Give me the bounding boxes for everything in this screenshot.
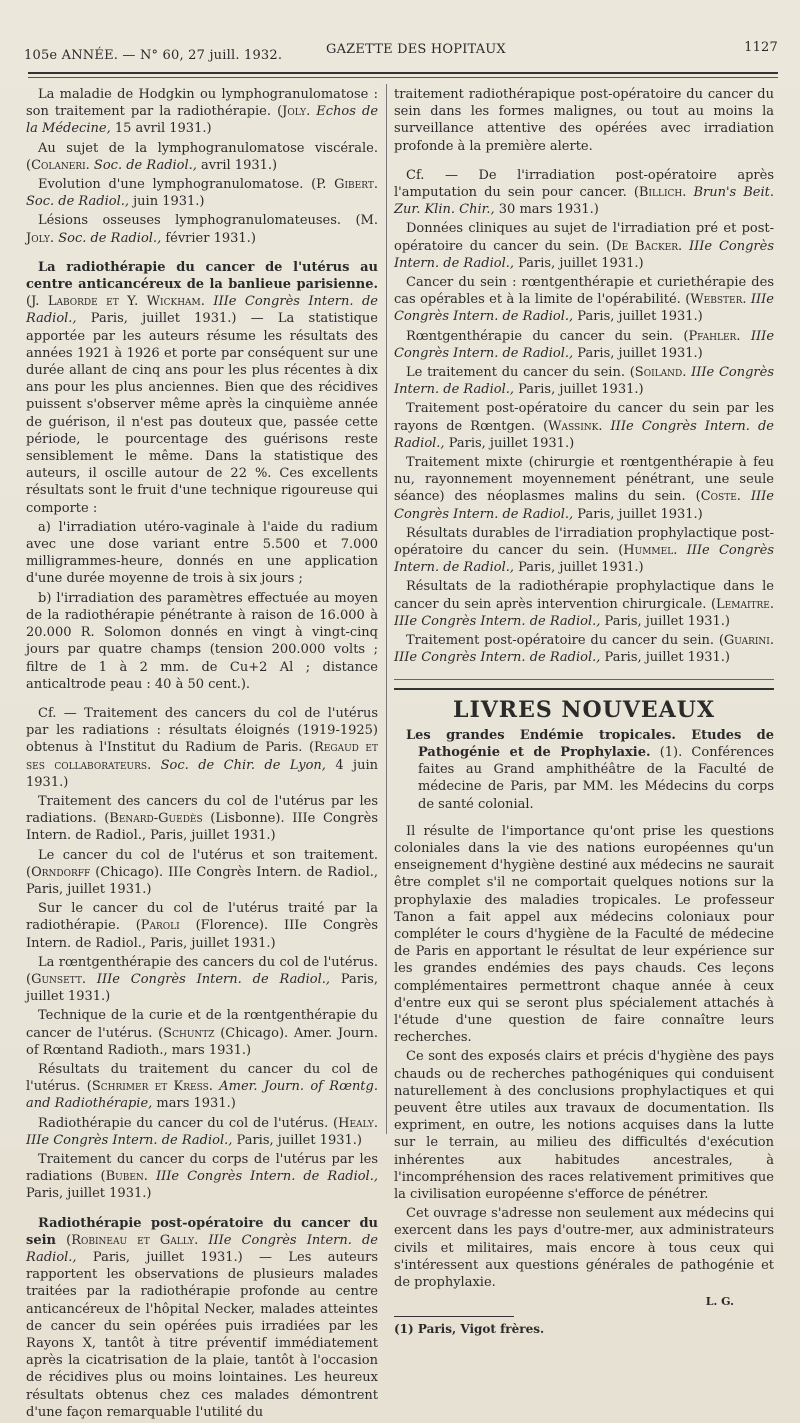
reference-entry <box>26 793 378 845</box>
entry-text: a) l'irradiation utéro-vaginale à l'aide du radium avec une dose variant entre 5.500 et 7.000 milligrammes-heure, donnés en une application d'une durée moyenne de trois à six jours ; <box>26 519 378 587</box>
book-entry <box>394 727 774 813</box>
review-signature: L. G. <box>705 1295 734 1309</box>
entry-text: Traitement du cancer du corps de l'utérus par les radiations ( <box>26 1151 378 1185</box>
entry-author: Buben. <box>105 1169 148 1185</box>
entry-author: Colaneri. <box>31 157 90 173</box>
entry-date: Paris, juillet 1931.) <box>573 506 703 522</box>
entry-date: (Chicago). Amer. Journ. of Rœntand Radioth., mars 1931.) <box>26 1025 378 1058</box>
review-paragraph: Ce sont des exposés clairs et précis d'hygiène des pays chauds ou de recherches pathogéniques qui conduisent naturellement à des conclusions prophylactiques et qui peuvent être utiles aux travaux de documentation. Ils expriment, en outre, les notions acquises dans la lutte sur le terrain, au milieu des difficultés d'exécution inhérentes aux habitudes ancestrales, à l'incompréhension des races relativement primitives que la civilisation européenne s'efforce de pénétrer. <box>394 1049 774 1202</box>
section-rule-thick <box>394 688 774 690</box>
entry-source: IIIe Congrès Intern. de Radiol., <box>147 1169 378 1185</box>
entry-source: IIIe Congrès Intern. de Radiol., <box>26 1232 378 1265</box>
column-divider <box>386 84 387 1134</box>
entry-text: Rœntgenthérapie du cancer du sein. ( <box>406 328 689 344</box>
left-column <box>26 86 378 1423</box>
footnote-rule <box>394 1316 514 1317</box>
entry-source: Amer. Journ. of Rœntg. and Radiothérapie, <box>26 1079 378 1112</box>
entry-source: Soc. de Radiol., <box>89 157 197 173</box>
reference-entry <box>26 176 378 210</box>
entry-date: (Lisbonne). IIIe Congrès Intern. de Radiol., Paris, juillet 1931.) <box>26 811 378 844</box>
entry-author: Wassink. <box>548 418 603 434</box>
entry-author: De Backer. <box>611 238 683 254</box>
entry-author: Joly. <box>282 104 311 120</box>
reference-entry <box>394 578 774 630</box>
entry-text: ( <box>55 1232 72 1248</box>
entry-date: Paris, juillet 1931.) <box>514 382 644 398</box>
entry-author: Benard-Guedès <box>109 811 203 827</box>
reference-entry <box>26 590 378 693</box>
entry-source: IIIe Congrès Intern. de Radiol., <box>394 238 774 271</box>
entry-author: Orndorff <box>31 864 91 880</box>
entry-source: IIIe Congrès Intern. de Radiol., <box>85 971 331 987</box>
entry-author: Soiland. <box>634 365 687 381</box>
entry-author: Schuntz <box>163 1025 215 1041</box>
entry-date: 30 mars 1931.) <box>494 202 599 218</box>
section-title: LIVRES NOUVEAUX <box>452 696 716 723</box>
entry-author: Billich. <box>638 185 687 201</box>
entry-author: Lemaitre. <box>716 596 774 612</box>
section-rule <box>394 679 774 680</box>
entry-text: Technique de la curie et de la rœntgenthérapie du cancer de l'utérus. ( <box>26 1008 378 1041</box>
entry-source: Soc. de Radiol., <box>54 230 162 246</box>
entry-author: Laborde et Y. Wickham. <box>47 294 205 310</box>
entry-date: Paris, juillet 1931.) <box>26 1186 152 1202</box>
reference-entry <box>26 1215 378 1421</box>
reference-entry <box>394 525 774 577</box>
entry-text: Traitement mixte (chirurgie et rœntgenthérapie à feu nu, rayonnement moyennement pénétrant, une seule séance) des néoplasmes malins du sein. ( <box>394 455 774 505</box>
entry-text: Evolution d'une lymphogranulomatose. (P. <box>38 177 335 193</box>
entry-source: IIIe Congrès Intern. de Radiol., <box>394 418 774 451</box>
entry-date: Paris, juillet 1931.) <box>232 1132 362 1148</box>
entry-text: Lésions osseuses lymphogranulomateuses. (M. <box>38 213 378 229</box>
journal-title: GAZETTE DES HOPITAUX <box>326 42 506 57</box>
entry-date: Paris, juillet 1931.) <box>573 309 703 325</box>
book-description: Conférences faites au Grand amphithéâtre de la Faculté de médecine de Paris, par MM. les Médecins du corps de santé colonial. <box>418 744 774 812</box>
entry-text: Résultats du traitement du cancer du col de l'utérus. ( <box>26 1061 378 1095</box>
entry-author: Schrimer et Kress. <box>91 1079 213 1095</box>
book-note-ref: (1). <box>650 744 692 760</box>
entry-text: traitement radiothérapique post-opératoire du cancer du sein dans les formes malignes, ou tout au moins la surveillance attentive des opérées avec irradiation profonde à la première alerte. <box>394 87 774 154</box>
entry-author: Robineau et Gally. <box>71 1232 199 1248</box>
reference-entry <box>26 1151 378 1203</box>
entry-source: Soc. de Radiol., <box>26 194 129 210</box>
entry-heading: La radiothérapie du cancer de l'utérus au centre anticancéreux de la banlieue parisienne. <box>26 259 378 293</box>
entry-heading: Radiothérapie post-opératoire du cancer du sein <box>26 1215 378 1248</box>
entry-date: Paris, juillet 1931.) <box>514 560 644 576</box>
entry-date: Paris, juillet 1931.) <box>600 613 730 629</box>
entry-text: La rœntgenthérapie des cancers du col de l'utérus. ( <box>26 954 378 987</box>
entry-date: mars 1931.) <box>152 1096 236 1112</box>
reference-entry <box>394 167 774 219</box>
entry-source: Brun's Beit. Zur. Klin. Chir., <box>394 185 774 218</box>
reference-entry <box>26 847 378 899</box>
reference-entry <box>26 900 378 952</box>
entry-date: Paris, juillet 1931.) <box>573 345 703 361</box>
entry-text: La maladie de Hodgkin ou lymphogranulomatose : son traitement par la radiothérapie. ( <box>26 87 378 120</box>
entry-source: IIIe Congrès Intern. de Radiol., <box>394 365 774 398</box>
entry-date: Paris, juillet 1931.) <box>444 435 575 451</box>
entry-source: IIIe Congrès Intern. de Radiol., <box>394 489 775 522</box>
entry-source: Echos de la Médecine, <box>26 104 379 137</box>
book-review <box>394 823 774 1291</box>
reference-entry <box>26 140 378 174</box>
reference-entry <box>26 212 378 246</box>
reference-entry <box>26 259 378 517</box>
right-column-entries <box>394 86 774 667</box>
header-rule-thin <box>28 77 778 78</box>
reference-entry <box>26 954 378 1006</box>
entry-text: Au sujet de la lymphogranulomatose viscérale. ( <box>26 140 378 173</box>
reference-entry <box>26 1061 378 1113</box>
reference-entry <box>394 274 774 326</box>
header-rule <box>28 72 778 74</box>
reference-entry <box>394 328 774 362</box>
entry-date: 4 juin 1931.) <box>26 757 378 790</box>
entry-source: IIIe Congrès Intern. de Radiol., <box>26 294 378 327</box>
review-paragraph: Il résulte de l'importance qu'ont prise les questions coloniales dans la vie des nations européennes qu'un enseignement d'hygiène destiné aux médecins ne saurait être complet s'il ne comportait quelques notions sur la prophylaxie des maladies tropicales. Le professeur Tanon a fait appel aux médecins coloniaux pour compléter le cours d'hygiène de la Faculté de médecine de Paris en apportant le résultat de leur expérience sur les grandes endémies des pays chauds. Ces leçons complémentaires permettront chaque année à ceux d'entre eux qui se seront plus spécialement attachés à l'étude d'une question de faire connaître leurs recherches. <box>394 823 774 1046</box>
entry-source: IIIe Congrès Intern. de Radiol., <box>394 292 774 325</box>
entry-author: Pfahler. <box>688 328 741 344</box>
entry-date: avril 1931.) <box>196 157 278 173</box>
entry-date: Paris, juillet 1931.) <box>26 971 378 1005</box>
entry-source: IIIe Congrès Intern. de Radiol., <box>394 650 601 666</box>
reference-entry <box>394 86 774 155</box>
entry-text: Traitement post-opératoire du cancer du sein. ( <box>406 633 724 649</box>
entry-source: IIIe Congrès Intern. de Radiol., <box>394 543 774 576</box>
entry-author: Gibert. <box>334 177 378 193</box>
reference-entry <box>394 454 774 523</box>
entry-source: Soc. de Chir. de Lyon, <box>151 757 326 773</box>
book-title: Les grandes Endémie tropicales. Etudes de Pathogénie et de Prophylaxie. <box>406 727 774 760</box>
entry-author: Webster. <box>690 292 747 308</box>
reference-entry <box>26 1115 378 1149</box>
reference-entry <box>394 400 774 452</box>
entry-date: 15 avril 1931.) <box>110 121 212 137</box>
entry-author: Guarini. <box>723 633 774 649</box>
entry-text: Résultats durables de l'irradiation prophylactique post-opératoire du cancer du sein. ( <box>394 525 774 559</box>
review-paragraph: Cet ouvrage s'adresse non seulement aux médecins qui exercent dans les pays d'outre-mer, aux administrateurs civils et militaires, mais encore à tous ceux qui s'intéressent aux questions générales de pathogénie et de prophylaxie. <box>394 1206 774 1290</box>
issue-info: 105e ANNÉE. — N° 60, 27 juill. 1932. <box>24 48 283 63</box>
entry-text: Le traitement du cancer du sein. ( <box>406 365 635 381</box>
entry-date: Paris, juillet 1931.) — La statistique apportée par les auteurs résume les résultats des années 1921 à 1926 et porte par conséquent sur une durée allant de cinq ans pour les plus récentes à dix ans pour les plus anciennes. Bien que des récidives puissent s'observer même après la cinquième année de guérison, il n'est pas douteux que, passée cette période, le pourcentage des guérisons reste sensiblement le même. Dans la statistique des auteurs, il oscille autour de 22 %. Ces excellents résultats sont le fruit d'une technique rigoureuse qui comporte : <box>26 311 378 516</box>
entry-source: IIIe Congrès Intern. de Radiol., <box>26 1132 233 1148</box>
entry-text: Traitement des cancers du col de l'utérus par les radiations. ( <box>26 793 378 827</box>
entry-text: Traitement post-opératoire du cancer du sein par les rayons de Rœntgen. ( <box>394 401 774 434</box>
page-number: 1127 <box>744 40 778 55</box>
entry-text: Cancer du sein : rœntgenthérapie et curiethérapie des cas opérables et à la limite de l'opérabilité. ( <box>394 275 774 308</box>
entry-text: (J. <box>26 294 48 310</box>
entry-author: Hummel. <box>623 543 678 559</box>
entry-date: juin 1931.) <box>129 194 205 210</box>
reference-entry <box>394 364 774 398</box>
reference-entry <box>26 519 378 588</box>
reference-entry <box>26 1007 378 1059</box>
entry-date: (Chicago). IIIe Congrès Intern. de Radiol., Paris, juillet 1931.) <box>26 864 378 897</box>
entry-text: Sur le cancer du col de l'utérus traité par la radiothérapie. ( <box>26 901 378 934</box>
entry-text: Radiothérapie du cancer du col de l'utérus. ( <box>38 1115 339 1131</box>
reference-entry <box>394 220 774 272</box>
entry-source: IIIe Congrès Intern. de Radiol., <box>394 613 601 629</box>
page-header <box>24 40 778 66</box>
entry-date: (Florence). IIIe Congrès Intern. de Radiol., Paris, juillet 1931.) <box>26 918 378 951</box>
entry-date: février 1931.) <box>161 230 256 246</box>
entry-text: Cf. — Traitement des cancers du col de l'utérus par les radiations : résultats éloignés (1919-1925) obtenus à l'Institut du Radium de Paris. ( <box>26 705 378 756</box>
footnote: (1) Paris, Vigot frères. <box>394 1322 545 1337</box>
entry-author: Healy. <box>338 1115 378 1131</box>
entry-text: b) l'irradiation des paramètres effectuée au moyen de la radiothérapie pénétrante à raison de 16.000 à 20.000 R. Solomon donnés en vingt à vingt-cinq jours par quatre champs (tension 200.000 volts ; filtre de 1 à 2 mm. de Cu+2 Al ; distance anticaltrode peau : 40 à 50 cent.). <box>26 590 378 692</box>
reference-entry <box>26 705 378 791</box>
entry-author: Joly. <box>26 230 55 246</box>
entry-author: Gunsett. <box>31 971 86 987</box>
reference-entry <box>26 86 378 138</box>
entry-author: Coste. <box>700 489 741 505</box>
entry-text: Données cliniques au sujet de l'irradiation pré et post-opératoire du cancer du sein. ( <box>394 221 774 254</box>
entry-author: Paroli <box>140 918 180 934</box>
reference-entry <box>394 632 774 666</box>
entry-author: Regaud et ses collaborateurs. <box>26 740 378 773</box>
entry-text: Le cancer du col de l'utérus et son traitement. ( <box>26 847 378 880</box>
entry-date: Paris, juillet 1931.) <box>514 255 644 271</box>
entry-text: Résultats de la radiothérapie prophylactique dans le cancer du sein après intervention chirurgicale. ( <box>394 579 774 612</box>
entry-text: Cf. — De l'irradiation post-opératoire après l'amputation du sein pour cancer. ( <box>394 167 774 201</box>
entry-source: IIIe Congrès Intern. de Radiol., <box>394 328 775 361</box>
right-column <box>394 86 774 1341</box>
entry-date: Paris, juillet 1931.) — Les auteurs rapportent les observations de plusieurs malades traitées par la radiothérapie profonde au centre anticancéreux de l'hôpital Necker, malades atteintes de cancer du sein opérées puis irradiées par les Rayons X, tantôt à titre préventif immédiatement après la cicatrisation de la plaie, tantôt à l'occasion de récidives plus ou moins lointaines. Les heureux résultats obtenus chez ces malades démontrent d'une façon remarquable l'utilité du <box>26 1250 378 1420</box>
entry-date: Paris, juillet 1931.) <box>600 650 730 666</box>
